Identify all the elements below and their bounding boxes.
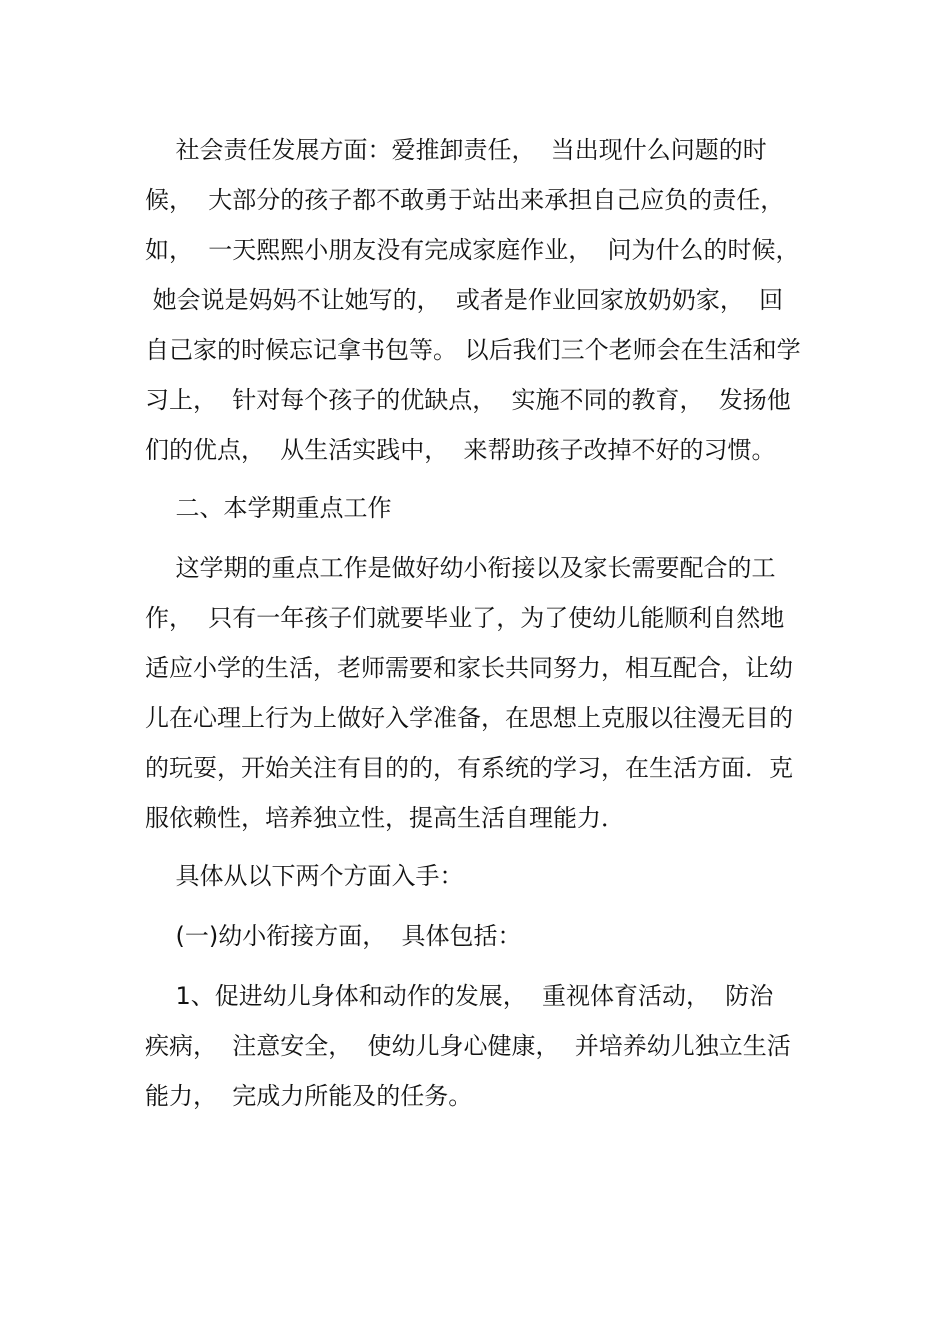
subsection-heading: (一)幼小衔接方面， 具体包括： xyxy=(145,922,522,950)
paragraph-social-responsibility-line-7: 们的优点， 从生活实践中， 来帮助孩子改掉不好的习惯。 xyxy=(145,436,776,464)
paragraph-social-responsibility-line-2: 候， 大部分的孩子都不敢勇于站出来承担自己应负的责任， xyxy=(145,186,785,214)
paragraph-key-work-line-5: 的玩耍，开始关注有目的的，有系统的学习，在生活方面．克 xyxy=(145,754,793,782)
paragraph-social-responsibility-line-3: 如， 一天熙熙小朋友没有完成家庭作业， 问为什么的时候， xyxy=(145,236,800,264)
list-item-1-line-1: 1、促进幼儿身体和动作的发展， 重视体育活动， 防治 xyxy=(145,982,774,1010)
list-item-1-line-2: 疾病， 注意安全， 使幼儿身心健康， 并培养幼儿独立生活 xyxy=(145,1032,791,1060)
section-heading: 二、本学期重点工作 xyxy=(145,494,392,522)
paragraph-key-work-line-1: 这学期的重点工作是做好幼小衔接以及家长需要配合的工 xyxy=(145,554,776,582)
paragraph-key-work-line-3: 适应小学的生活，老师需要和家长共同努力，相互配合，让幼 xyxy=(145,654,793,682)
list-item-1-line-3: 能力， 完成力所能及的任务。 xyxy=(145,1082,473,1110)
paragraph-key-work-line-4: 儿在心理上行为上做好入学准备，在思想上克服以往漫无目的 xyxy=(145,704,793,732)
paragraph-social-responsibility-line-4: 她会说是妈妈不让她写的， 或者是作业回家放奶奶家， 回 xyxy=(145,286,784,314)
paragraph-social-responsibility-line-6: 习上， 针对每个孩子的优缺点， 实施不同的教育， 发扬他 xyxy=(145,386,791,414)
paragraph-social-responsibility-line-1: 社会责任发展方面：爱推卸责任， 当出现什么问题的时 xyxy=(145,136,767,164)
paragraph-social-responsibility-line-5: 自己家的时候忘记拿书包等。 以后我们三个老师会在生活和学 xyxy=(145,336,801,364)
paragraph-key-work-line-2: 作， 只有一年孩子们就要毕业了，为了使幼儿能顺利自然地 xyxy=(145,604,785,632)
paragraph-key-work-line-6: 服依赖性，培养独立性，提高生活自理能力． xyxy=(145,804,625,832)
paragraph-two-aspects: 具体从以下两个方面入手： xyxy=(145,862,464,890)
